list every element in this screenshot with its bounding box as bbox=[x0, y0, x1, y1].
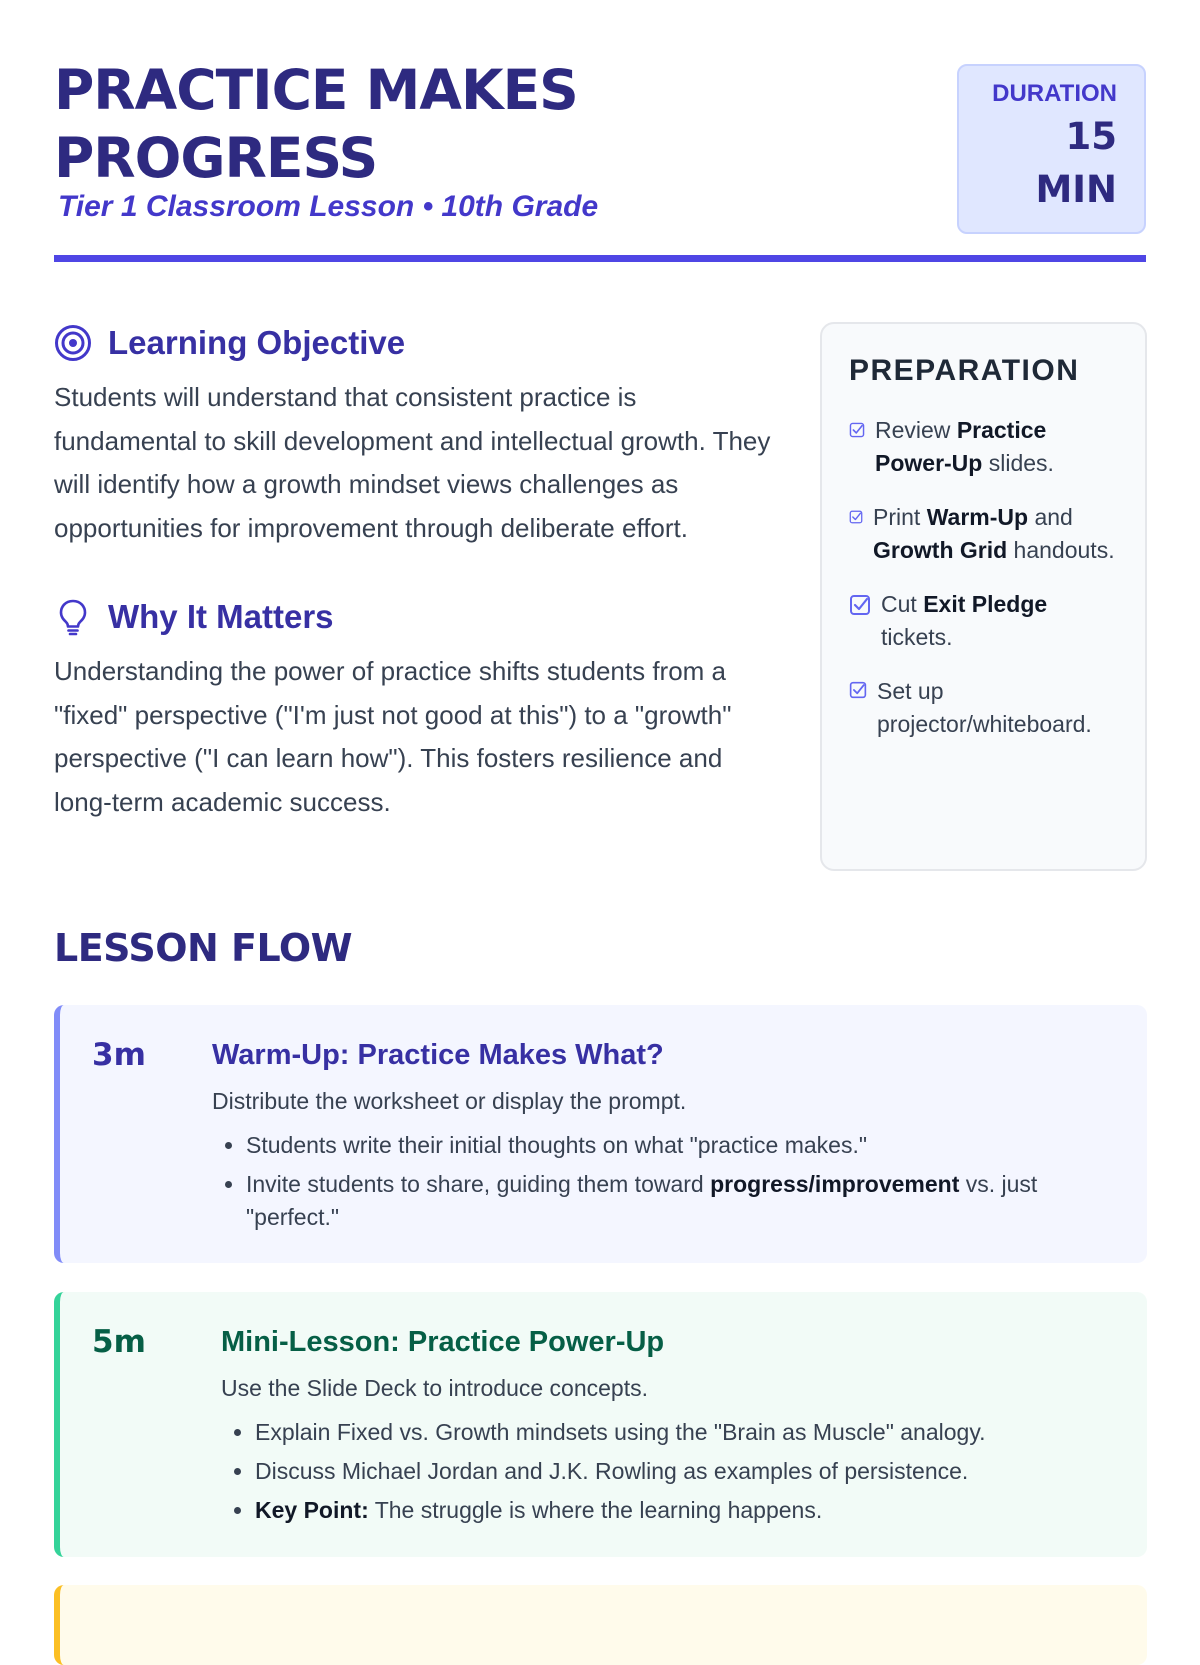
step-duration: 3m bbox=[92, 1037, 146, 1073]
prep-item bbox=[849, 588, 1119, 654]
lesson-step-mini-lesson bbox=[54, 1292, 1147, 1557]
why-text: Understanding the power of practice shifts students from a "fixed" perspective ("I'm just not good at this") to a "growth" perspective ("I can learn how"). This fosters resilience and long-term academic success. bbox=[54, 656, 732, 817]
objective-heading bbox=[54, 318, 774, 368]
checkbox-icon bbox=[849, 422, 865, 438]
step-title: Warm-Up: Practice Makes What? bbox=[212, 1039, 664, 1071]
checkbox-icon bbox=[849, 681, 867, 699]
prep-item bbox=[849, 675, 1119, 741]
step-duration: 5m bbox=[92, 1324, 146, 1360]
preparation-card bbox=[820, 322, 1147, 871]
prep-item-text: Cut Exit Pledge tickets. bbox=[881, 591, 1048, 650]
lesson-flow-title: LESSON FLOW bbox=[54, 926, 353, 970]
main-column bbox=[54, 318, 774, 824]
page-subtitle: Tier 1 Classroom Lesson • 10th Grade bbox=[58, 190, 599, 223]
step-bullets bbox=[212, 1129, 1117, 1234]
objective-text: Students will understand that consistent practice is fundamental to skill development and intellectual growth. They will identify how a growth mindset views challenges as opportunities for improvement through deliberate effort. bbox=[54, 382, 771, 543]
step-bullets bbox=[221, 1416, 1117, 1527]
step-content bbox=[221, 1322, 1117, 1527]
lesson-step-warm-up bbox=[54, 1005, 1147, 1263]
step-description: Distribute the worksheet or display the prompt. bbox=[212, 1088, 687, 1114]
checkbox-icon bbox=[849, 510, 863, 524]
preparation-list bbox=[849, 414, 1119, 741]
step-bullet: • Key Point: The struggle is where the learning happens. bbox=[255, 1494, 1117, 1527]
duration-value: 15 MIN bbox=[1035, 115, 1117, 211]
prep-item-text: Print Warm-Up and Growth Grid handouts. bbox=[873, 504, 1115, 563]
page-header bbox=[54, 0, 1146, 262]
lightbulb-icon bbox=[54, 598, 92, 636]
preparation-title: PREPARATION bbox=[849, 354, 1080, 387]
prep-item-text: Review Practice Power-Up slides. bbox=[875, 417, 1054, 476]
checkbox-icon bbox=[849, 594, 871, 616]
prep-item bbox=[849, 414, 1119, 480]
step-description: Use the Slide Deck to introduce concepts. bbox=[221, 1375, 649, 1401]
lesson-step-next bbox=[54, 1585, 1147, 1665]
prep-item bbox=[849, 501, 1119, 567]
step-bullet: • Invite students to share, guiding them toward progress/improvement vs. just "perfect." bbox=[246, 1168, 1117, 1234]
why-heading bbox=[54, 592, 774, 642]
why-title: Why It Matters bbox=[108, 598, 334, 635]
step-title: Mini-Lesson: Practice Power-Up bbox=[221, 1326, 665, 1358]
step-bullet: • Discuss Michael Jordan and J.K. Rowling as examples of persistence. bbox=[255, 1455, 1117, 1488]
step-bullet: • Students write their initial thoughts on what "practice makes." bbox=[246, 1129, 1117, 1162]
page-title: PRACTICE MAKES PROGRESS bbox=[54, 58, 578, 190]
duration-badge bbox=[957, 64, 1146, 234]
target-icon bbox=[54, 324, 92, 362]
prep-item-text: Set up projector/whiteboard. bbox=[877, 678, 1092, 737]
objective-title: Learning Objective bbox=[108, 324, 406, 361]
duration-label: DURATION bbox=[992, 80, 1117, 107]
step-content bbox=[212, 1035, 1117, 1234]
step-bullet: • Explain Fixed vs. Growth mindsets using the "Brain as Muscle" analogy. bbox=[255, 1416, 1117, 1449]
